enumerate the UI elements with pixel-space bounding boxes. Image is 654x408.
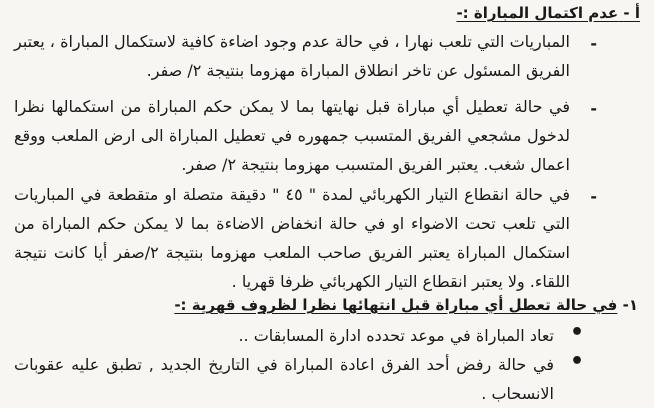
section-a-title: عدم اكتمال المباراة :- (456, 4, 619, 22)
paragraph-power-outage: في حالة انقطاع التيار الكهربائي لمدة " ٤٥ " دقيقة متصلة او متقطعة في المباريات التي تلعب تحت الاضواء او في حالة انخفاض الاضاءة بما لا يمكن حكم المباراة من استكمال المباراة يعتبر الفريق صاحب الملعب مهزوما بنتيجة ٢/صفر أيا كانت نتيجة اللقاء. ولا يعتبر انقطاع التيار الكهربائي ظرفا قهريا . (14, 185, 570, 291)
list-bullet: • (569, 349, 584, 374)
section-1-heading (174, 296, 638, 314)
section-a-marker: أ - (623, 4, 640, 22)
section-1-marker: ١- (622, 296, 638, 314)
list-bullet: - (590, 187, 597, 206)
paragraph-daylight-matches: المباريات التي تلعب نهارا ، في حالة عدم وجود اضاءة كافية لاستكمال المباراة ، يعتبر الفريق المسئول عن تاخر انطلاق المباراة مهزوما بنتيجة ٢/ صفر. (14, 32, 570, 80)
section-a-heading (456, 4, 640, 22)
list-bullet: • (569, 320, 584, 345)
paragraph-fan-interruption: في حالة تعطيل أي مباراة قبل نهايتها بما لا يمكن حكم المباراة من استكمالها نظرا لدخول مشجعي الفريق المتسبب جمهوره في تعطيل المباراة الى ارض الملعب ووقع اعمال شغب. يعتبر الفريق المتسبب مهزوما بنتيجة ٢/ صفر. (14, 97, 570, 174)
paragraph-rescheduled-match: تعاد المباراة في موعد تحدده ادارة المسابقات .. (238, 326, 554, 345)
paragraph-refusal-penalty: في حالة رفض أحد الفرق اعادة المباراة في التاريخ الجديد , تطبق عليه عقوبات الانسحاب . (14, 355, 554, 403)
section-1-title: في حالة تعطل أي مباراة قبل انتهائها نظرا لظروف قهرية :- (174, 296, 618, 314)
list-bullet: - (590, 99, 597, 118)
list-bullet: - (590, 34, 597, 53)
